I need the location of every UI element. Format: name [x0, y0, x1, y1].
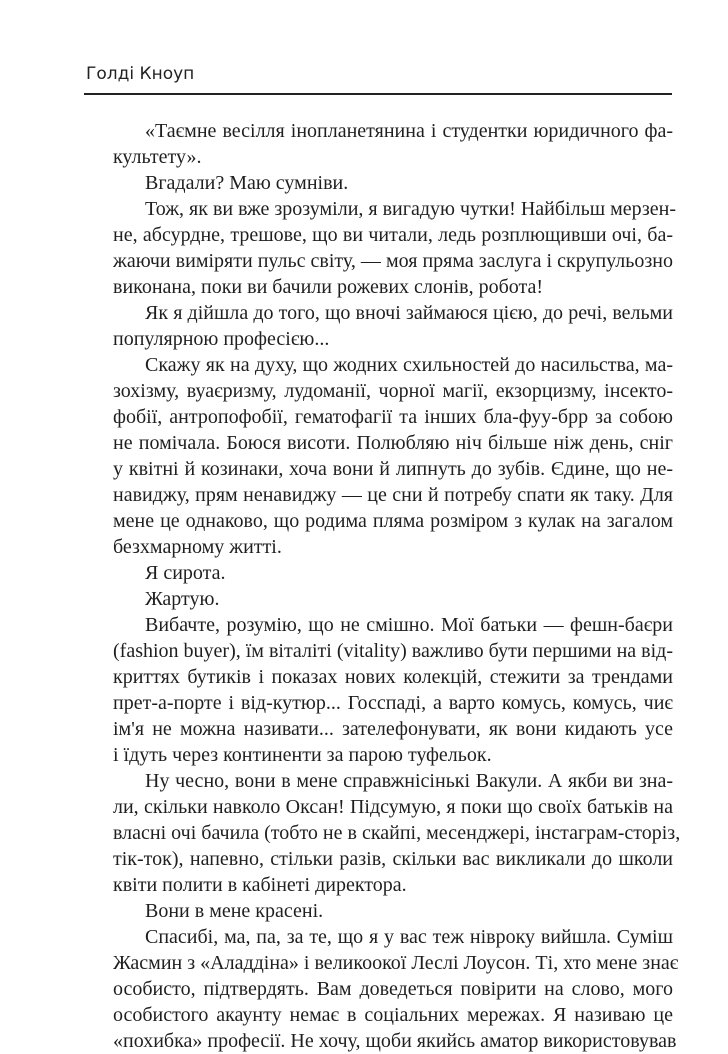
text-line: жаючи виміряти пульс світу, — моя пряма заслуга і скрупульозно: [113, 250, 673, 272]
text-line: Вони в мене красені.: [145, 900, 324, 922]
text-line: Як я дійшла до того, що вночі займаюся цією, до речі, вельми: [145, 302, 673, 324]
text-line: ім'я не можна називати... зателефонувати, як вони кидають усе: [113, 718, 673, 740]
text-line: Я сирота.: [145, 562, 226, 584]
text-line: Жасмин з «Аладдіна» і великоокої Леслі Лоусон. Ті, хто мене знає: [113, 952, 679, 974]
text-line: тік-ток), напевно, стільки разів, скільки вас викликали до школи: [113, 848, 673, 870]
text-line: зохізму, вуаєризму, лудоманії, чорної магії, екзорцизму, інсекто-: [113, 380, 673, 402]
text-line: власні очі бачила (тобто не в скайпі, месенджері, інстаграм-сторіз,: [113, 822, 681, 844]
text-line: особисто, підтвердять. Вам доведеться повірити на слово, мого: [113, 978, 673, 1000]
text-line: криттях бутиків і показах нових колекцій, стежити за трендами: [113, 666, 673, 688]
text-line: Спасибі, ма, па, за те, що я у вас теж нівроку вийшла. Суміш: [145, 926, 673, 948]
text-line: «похибка» професії. Не хочу, щоби якийсь аматор використовував: [113, 1030, 677, 1052]
text-line: не помічала. Боюся висоти. Полюбляю ніч більше ніж день, сніг: [113, 432, 673, 454]
text-line: Вибачте, розумію, що не смішно. Мої батьки — фешн-баєри: [145, 614, 673, 636]
text-line: Ну чесно, вони в мене справжнісінькі Вакули. А якби ви зна-: [145, 770, 673, 792]
text-line: «Таємне весілля інопланетянина і студентки юридичного фа-: [145, 120, 673, 142]
text-line: популярною професією...: [113, 328, 330, 350]
text-line: Жартую.: [145, 588, 220, 610]
text-line: ли, скільки навколо Оксан! Підсумую, я поки що своїх батьків на: [113, 796, 673, 818]
text-line: (fashion buyer), їм віталіті (vitality) важливо бути першими на від-: [113, 640, 673, 662]
text-line: не, абсурдне, трешове, що ви читали, ледь розплющивши очі, ба-: [113, 224, 673, 246]
text-line: особистого акаунту немає в соціальних мережах. Я називаю це: [113, 1004, 673, 1026]
text-line: мене це однаково, що родима пляма розміром з кулак на загалом: [113, 510, 673, 532]
text-line: фобії, антропофобії, гематофагії та інших бла-фуу-брр за собою: [113, 406, 673, 428]
text-line: Вгадали? Маю сумніви.: [145, 172, 349, 194]
text-line: виконана, поки ви бачили рожевих слонів, робота!: [113, 276, 544, 298]
text-line: безхмарному житті.: [113, 536, 282, 558]
text-line: Тож, як ви вже зрозуміли, я вигадую чутки! Найбільш мерзен-: [145, 198, 677, 220]
body-text: [113, 118, 681, 1054]
text-line: у квітні й козинаки, хоча вони й липнуть до зубів. Єдине, що не-: [113, 458, 673, 480]
text-line: Скажу як на духу, що жодних схильностей до насильства, ма-: [145, 354, 673, 376]
text-line: прет-а-порте і від-кутюр... Госспаді, а варто комусь, комусь, чиє: [113, 692, 673, 714]
text-line: і їдуть через континенти за парою туфельок.: [113, 744, 492, 766]
running-head-title: Голді Кноуп: [86, 64, 195, 84]
text-line: культету».: [113, 146, 202, 168]
header-rule: [84, 93, 672, 95]
text-line: навиджу, прям ненавиджу — це сни й потребу спати як таку. Для: [113, 484, 673, 506]
text-line: квіти полити в кабінеті директора.: [113, 874, 407, 896]
